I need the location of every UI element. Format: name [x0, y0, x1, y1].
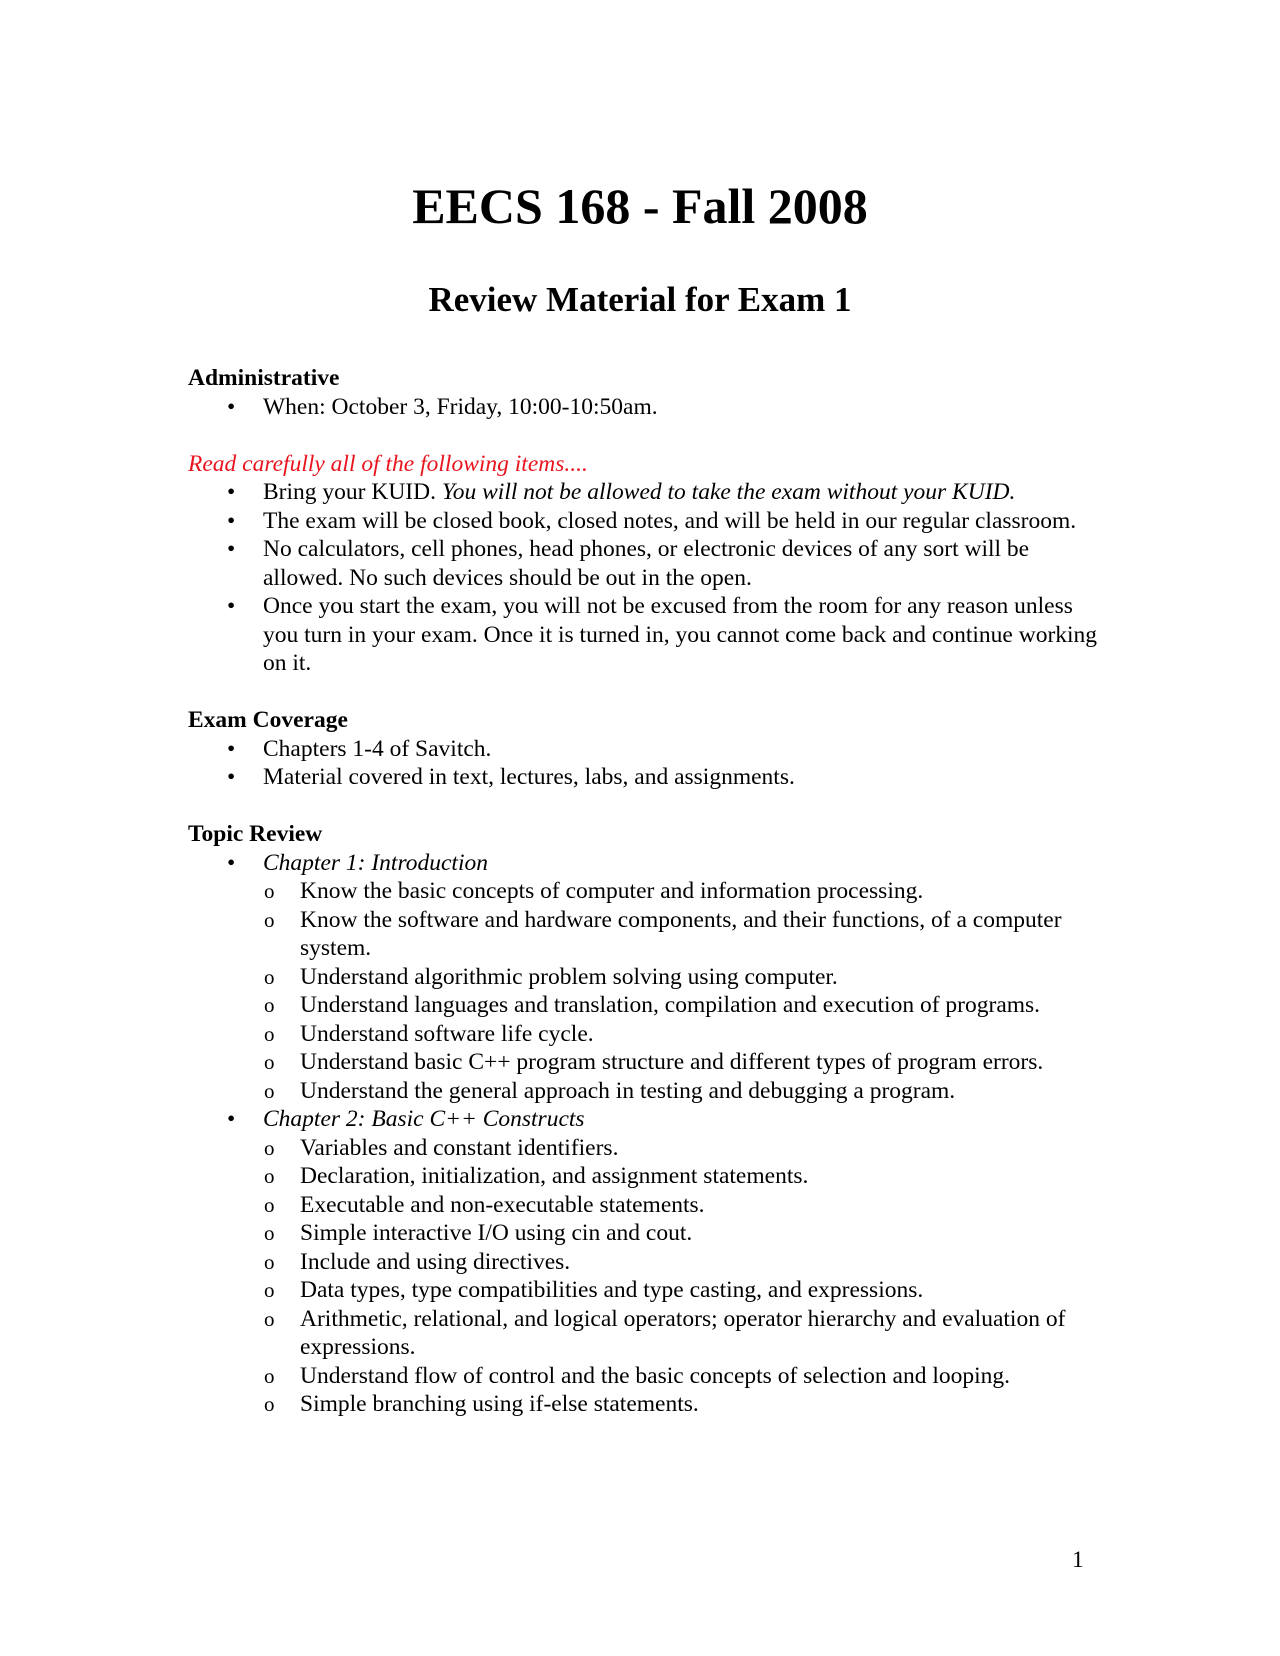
sublist-container: [188, 1134, 1108, 1419]
instruction-kuid-plain: Bring your KUID.: [263, 479, 442, 505]
bullet-icon: •: [227, 507, 236, 534]
circle-bullet-icon: o: [264, 1192, 275, 1217]
bullet-icon: •: [227, 393, 236, 420]
coverage-list: [188, 735, 1108, 792]
chapter2-title: Chapter 2: Basic C++ Constructs: [263, 1106, 585, 1132]
bullet-icon: •: [227, 479, 236, 505]
circle-bullet-icon: o: [264, 1164, 275, 1188]
instructions-section: [188, 450, 1108, 678]
list-item: [263, 1048, 1108, 1077]
list-item: [188, 478, 1108, 507]
chapter1-item: Understand the general approach in testing and debugging a program.: [300, 1077, 956, 1104]
page-title: EECS 168 - Fall 2008: [412, 178, 868, 234]
chapter1-sublist-wrapper: [188, 877, 1108, 1105]
list-item: [188, 735, 1108, 764]
chapter2-item: Data types, type compatibilities and type casting, and expressions.: [300, 1277, 924, 1303]
circle-bullet-icon: o: [264, 1249, 275, 1274]
chapter1-item: Understand languages and translation, compilation and execution of programs.: [300, 992, 1041, 1018]
list-item: [263, 1390, 1108, 1419]
circle-bullet-icon: o: [264, 1135, 275, 1160]
page-number: 1: [1072, 1547, 1084, 1573]
chapter2-list: [188, 1105, 1108, 1134]
list-item: [263, 1248, 1108, 1277]
list-item: [188, 393, 1108, 422]
list-item: [188, 507, 1108, 536]
circle-bullet-icon: o: [264, 1050, 275, 1074]
instruction-item: No calculators, cell phones, head phones, or electronic devices of any sort will be allowed. No such devices should be out in the open.: [263, 536, 1030, 591]
bullet-icon: •: [227, 536, 236, 562]
chapter1-item: Understand algorithmic problem solving using computer.: [300, 963, 838, 990]
circle-bullet-icon: o: [264, 1021, 275, 1046]
administrative-list: [188, 393, 1108, 422]
bullet-icon: •: [227, 1106, 236, 1132]
chapter1-item: Understand software life cycle.: [300, 1020, 594, 1047]
list-item: [188, 763, 1108, 792]
chapter2-item: Understand flow of control and the basic concepts of selection and looping.: [300, 1362, 1011, 1389]
instruction-kuid-italic: You will not be allowed to take the exam without your KUID.: [441, 479, 1016, 505]
bullet-icon: •: [227, 764, 236, 790]
instructions-heading: Read carefully all of the following items....: [188, 450, 588, 477]
list-item: [263, 1305, 1108, 1362]
list-item: [263, 1362, 1108, 1391]
list-item: [188, 1105, 1108, 1134]
document-body: [188, 364, 1108, 1419]
list-item: [263, 906, 1108, 963]
page-subtitle: Review Material for Exam 1: [428, 280, 852, 319]
circle-bullet-icon: o: [264, 1392, 275, 1416]
instructions-list: [188, 478, 1108, 678]
chapter2-item: Declaration, initialization, and assignment statements.: [300, 1163, 809, 1189]
topic-review-heading: Topic Review: [188, 821, 323, 847]
circle-bullet-icon: o: [264, 964, 275, 989]
instruction-item: Once you start the exam, you will not be excused from the room for any reason unless you turn in your exam. Once it is turned in, you cannot come back and continue working on it.: [263, 593, 1098, 676]
chapter2-item: Simple branching using if-else statements.: [300, 1391, 699, 1417]
circle-bullet-icon: o: [264, 907, 275, 932]
chapter1-title: Chapter 1: Introduction: [263, 849, 488, 876]
sublist-container: [188, 877, 1108, 1105]
list-item: [263, 1077, 1108, 1106]
chapter2-sublist: [263, 1134, 1108, 1419]
coverage-item: Material covered in text, lectures, labs, and assignments.: [263, 764, 795, 790]
bullet-icon: •: [227, 849, 236, 876]
bullet-icon: •: [227, 593, 236, 619]
topic-review-section: [188, 820, 1108, 1419]
circle-bullet-icon: o: [264, 1221, 275, 1245]
list-item: [263, 1276, 1108, 1305]
list-item: [263, 877, 1108, 906]
administrative-item-when: When: October 3, Friday, 10:00-10:50am.: [263, 393, 658, 420]
instruction-item: The exam will be closed book, closed notes, and will be held in our regular classroom.: [263, 507, 1077, 534]
list-item: [263, 1191, 1108, 1220]
chapter1-sublist: [263, 877, 1108, 1105]
chapter2-item: Executable and non-executable statements.: [300, 1191, 705, 1218]
list-item: [188, 535, 1108, 592]
chapter1-item: Know the software and hardware components, and their functions, of a computer system.: [300, 906, 1062, 961]
chapter1-item: Know the basic concepts of computer and information processing.: [300, 878, 924, 904]
circle-bullet-icon: o: [264, 1306, 275, 1331]
coverage-heading: Exam Coverage: [188, 707, 348, 733]
chapter2-item: Simple interactive I/O using cin and cout.: [300, 1220, 693, 1246]
chapter2-item: Variables and constant identifiers.: [300, 1134, 619, 1161]
chapter1-item: Understand basic C++ program structure and different types of program errors.: [300, 1049, 1044, 1075]
circle-bullet-icon: o: [264, 1078, 275, 1103]
list-item: [263, 1162, 1108, 1191]
chapter2-item: Arithmetic, relational, and logical operators; operator hierarchy and evaluation of expressions.: [300, 1305, 1066, 1360]
circle-bullet-icon: o: [264, 879, 275, 903]
topic-review-list: [188, 849, 1108, 878]
administrative-heading: Administrative: [188, 365, 340, 391]
administrative-section: [188, 364, 1108, 421]
chapter2-item: Include and using directives.: [300, 1248, 571, 1275]
chapter2-sublist-wrapper: [188, 1134, 1108, 1419]
list-item: [263, 991, 1108, 1020]
list-item: [263, 1134, 1108, 1163]
list-item: [263, 1219, 1108, 1248]
coverage-item: Chapters 1-4 of Savitch.: [263, 735, 492, 762]
circle-bullet-icon: o: [264, 1278, 275, 1302]
list-item: [188, 592, 1108, 678]
list-item: [188, 849, 1108, 878]
coverage-section: [188, 706, 1108, 792]
circle-bullet-icon: o: [264, 993, 275, 1017]
bullet-icon: •: [227, 735, 236, 762]
circle-bullet-icon: o: [264, 1363, 275, 1388]
list-item: [263, 1020, 1108, 1049]
list-item: [263, 963, 1108, 992]
